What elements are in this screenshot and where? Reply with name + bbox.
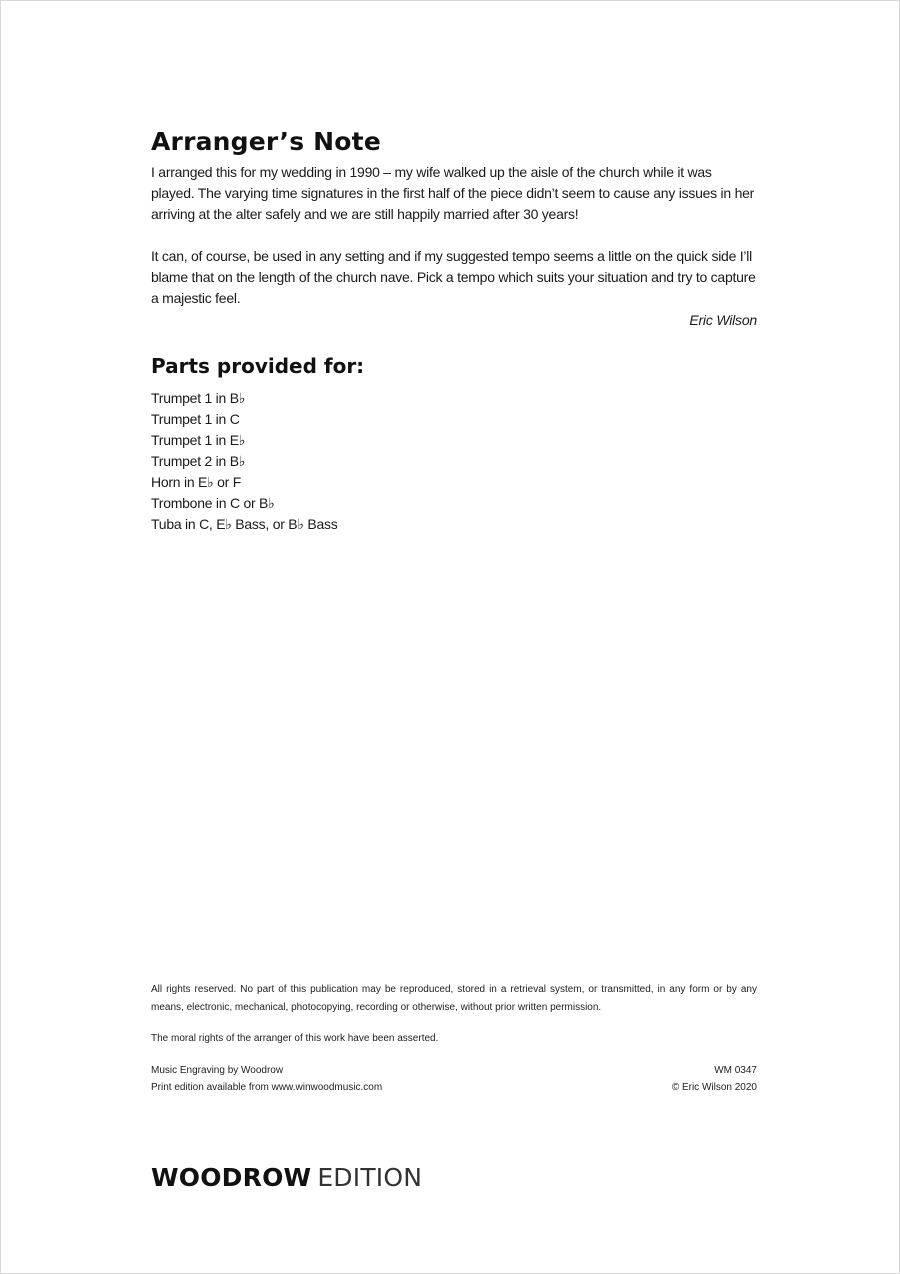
main-content — [151, 127, 757, 535]
part-item: Trumpet 1 in B♭ — [151, 390, 246, 406]
part-item: Trumpet 2 in B♭ — [151, 453, 246, 469]
part-item: Trumpet 1 in C — [151, 411, 240, 427]
parts-heading: Parts provided for: — [151, 354, 365, 378]
parts-list — [151, 388, 757, 535]
note-paragraph-2: It can, of course, be used in any setting and if my suggested tempo seems a little on the quick side I’ll blame that on the length of the church nave. Pick a tempo which suits your situation and try to capture a majestic feel. — [151, 248, 756, 306]
legal-section — [151, 981, 757, 1097]
arranger-signature: Eric Wilson — [689, 312, 757, 328]
publisher-name: WOODROW — [151, 1163, 312, 1192]
print-edition-credit: Print edition available from www.winwoodmusic.com — [151, 1082, 383, 1093]
rights-statement: All rights reserved. No part of this publication may be reproduced, stored in a retrieval system, or transmitted, in any form or by any means, electronic, mechanical, photocopying, recording or otherwise, without prior written permission. — [151, 984, 757, 1013]
part-item: Tuba in C, E♭ Bass, or B♭ Bass — [151, 516, 338, 532]
credits-row — [151, 1062, 757, 1097]
moral-rights-statement: The moral rights of the arranger of this work have been asserted. — [151, 1033, 439, 1044]
publisher-logo — [151, 1163, 422, 1192]
part-item: Horn in E♭ or F — [151, 474, 241, 490]
part-item: Trumpet 1 in E♭ — [151, 432, 246, 448]
credits-left — [151, 1062, 382, 1097]
note-paragraph-1: I arranged this for my wedding in 1990 – my wife walked up the aisle of the church while it was played. The varying time signatures in the first half of the piece didn’t seem to cause any issues in her arriving at the alter safely and we are still happily married after 30 years! — [151, 164, 755, 222]
credits-right — [672, 1062, 757, 1097]
arranger-note-heading: Arranger’s Note — [151, 127, 381, 156]
engraving-credit: Music Engraving by Woodrow — [151, 1064, 284, 1076]
copyright-notice: © Eric Wilson 2020 — [671, 1082, 757, 1093]
part-item: Trombone in C or B♭ — [151, 495, 275, 511]
edition-label: EDITION — [317, 1163, 423, 1192]
catalog-number: WM 0347 — [714, 1064, 757, 1076]
